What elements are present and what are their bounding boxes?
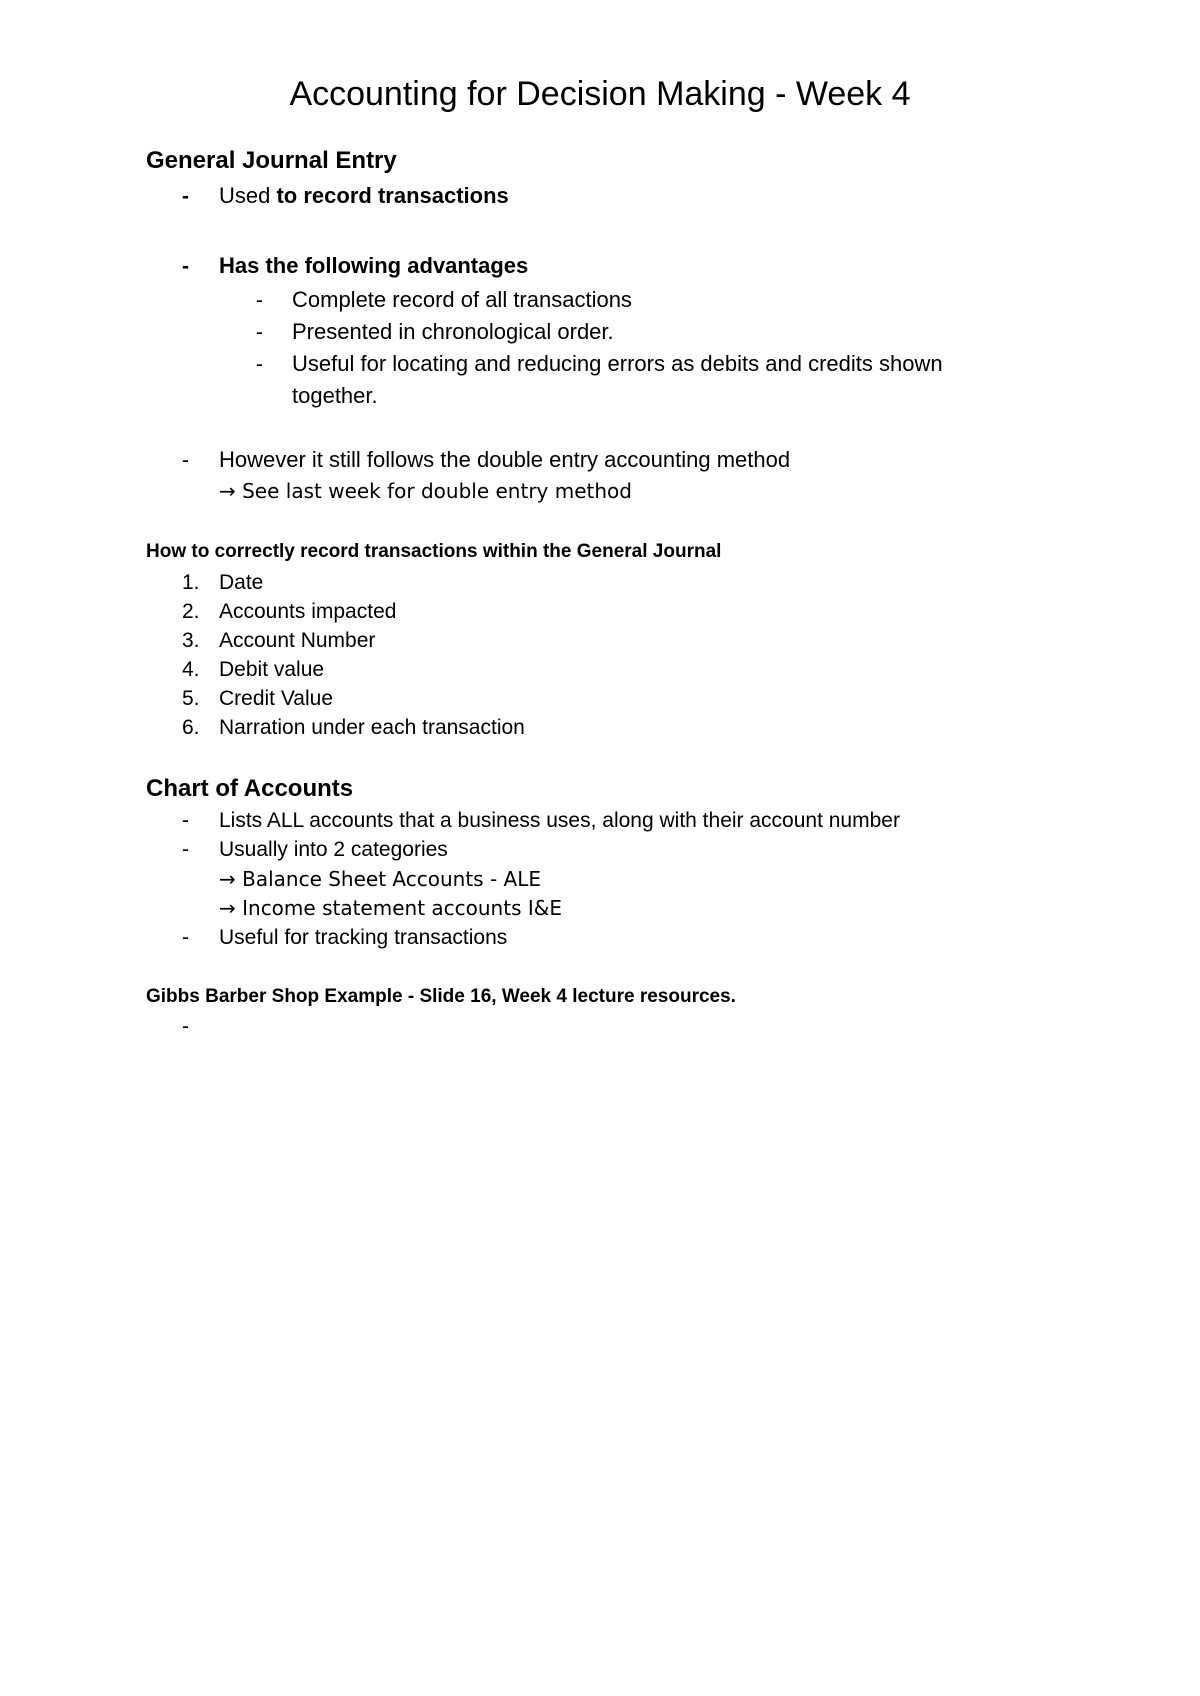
list-item-number: 3.: [182, 629, 200, 652]
section-heading-how-to-record: How to correctly record transactions within the General Journal: [146, 541, 722, 562]
bullet-marker: -: [182, 255, 189, 278]
bullet-two-categories: Usually into 2 categories: [219, 838, 448, 861]
section-heading-gibbs-example: Gibbs Barber Shop Example - Slide 16, Week 4 lecture resources.: [146, 986, 736, 1007]
bullet-double-entry: However it still follows the double entry accounting method: [219, 447, 791, 472]
list-item-accounts-impacted: Accounts impacted: [219, 600, 397, 623]
bullet-lists-all-accounts: Lists ALL accounts that a business uses, along with their account number: [219, 809, 900, 832]
list-item-number: 4.: [182, 658, 200, 681]
list-item-narration: Narration under each transaction: [219, 716, 525, 739]
section-heading-chart-of-accounts: Chart of Accounts: [146, 775, 354, 802]
sub-bullet-complete-record: Complete record of all transactions: [292, 287, 632, 312]
list-item-number: 1.: [182, 571, 200, 594]
list-item-debit-value: Debit value: [219, 658, 325, 681]
sub-bullet-marker: -: [256, 289, 263, 312]
bullet-advantages: Has the following advantages: [219, 253, 529, 278]
sub-bullet-marker: -: [256, 353, 263, 376]
bullet-used-to-record: [219, 182, 509, 210]
sub-bullet-useful-locating: Useful for locating and reducing errors as debits and credits shown: [292, 351, 943, 376]
bullet-marker: -: [182, 838, 189, 861]
arrow-note-double-entry: → See last week for double entry method: [219, 479, 632, 503]
arrow-balance-sheet-accounts: → Balance Sheet Accounts - ALE: [219, 867, 541, 891]
bullet-marker: -: [182, 449, 189, 472]
document-title: Accounting for Decision Making - Week 4: [289, 75, 911, 113]
empty-bullet-marker: -: [182, 1015, 189, 1038]
section-heading-general-journal-entry: General Journal Entry: [146, 147, 397, 174]
bullet-marker: -: [182, 809, 189, 832]
bullet-prefix: Used: [219, 183, 271, 208]
list-item-account-number: Account Number: [219, 629, 376, 652]
list-item-date: Date: [219, 571, 264, 594]
list-item-credit-value: Credit Value: [219, 687, 334, 710]
sub-bullet-continuation: together.: [292, 383, 378, 408]
sub-bullet-marker: -: [256, 321, 263, 344]
bullet-marker: -: [182, 926, 189, 949]
list-item-number: 2.: [182, 600, 200, 623]
list-item-number: 6.: [182, 716, 200, 739]
sub-bullet-chronological: Presented in chronological order.: [292, 319, 614, 344]
bullet-bold-text: to record transactions: [276, 183, 509, 208]
list-item-number: 5.: [182, 687, 200, 710]
bullet-useful-tracking: Useful for tracking transactions: [219, 926, 508, 949]
arrow-income-statement-accounts: → Income statement accounts I&E: [219, 896, 562, 920]
bullet-marker: -: [182, 185, 189, 208]
